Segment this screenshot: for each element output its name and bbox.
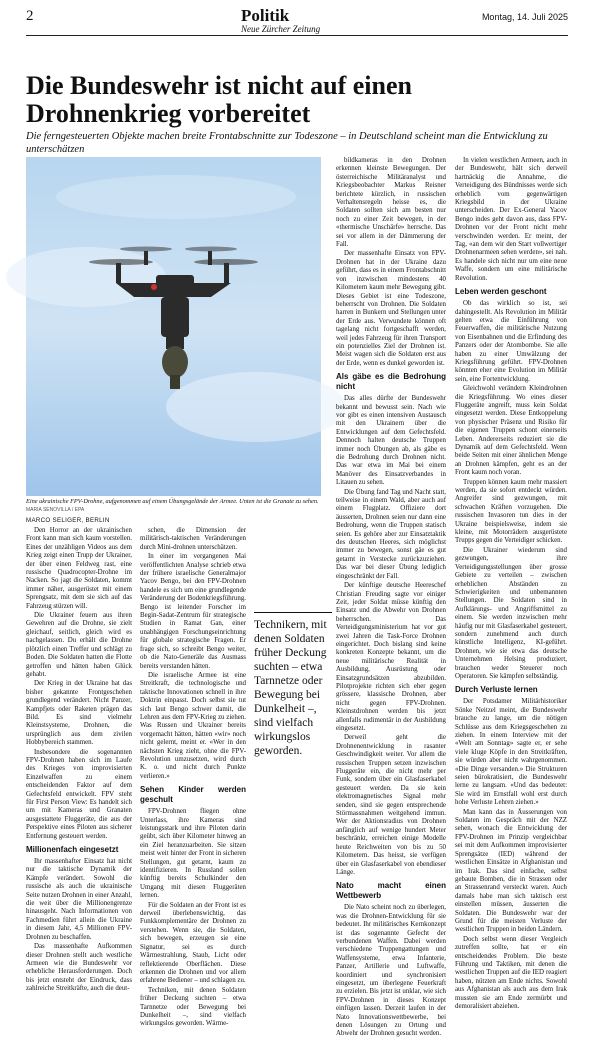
section-title: Politik bbox=[241, 6, 290, 25]
subheadline: Die ferngesteuerten Objekte machen breite Frontabschnitte zur Todeszone – in Deutschland scheint man die Entwicklung zu unterschätzen bbox=[26, 131, 548, 155]
drone-photo bbox=[26, 157, 321, 496]
paragraph: Gleichwohl verändern Kleindrohnen die Kriegsführung. Wo eines dieser Fluggeräte angreift, muss kein Soldat eingesetzt werden. Diese Entkoppelung von physischer Präsenz und Risiko für die eigenen Truppen schont einerseits Leben. Andererseits reduziert sie die Dynamik auf dem Gefechtsfeld. Wenn beide Seiten mit einer ähnlichen Menge an Drohnen kämpfen, geht es an der Front kaum noch voran. bbox=[455, 385, 567, 477]
paragraph: schen, die Dimension der militärisch-taktischen Veränderungen durch Mini-drohnen unterschätzen. bbox=[140, 527, 246, 551]
paragraph: Der Potsdamer Militärhistoriker Sönke Neitzel meint, die Bundeswehr brauche zu lange, um die nötigen Schlüsse aus dem Kriegsgeschehen zu ziehen. In einem Interview mit der «Welt am Sonntag» sagte er, er sehe viele kluge Köpfe in den Streitkräften, sie würden aber nicht wahrgenommen. «Die Dinge versanden.» Die Strukturen seien bürokratisiert, die Bundeswehr lerne zu langsam. «Und das bedeutet: Sie wird im Ernstfall wohl erst durch hohe Verluste Lehren ziehen.» bbox=[455, 698, 567, 807]
paragraph: Insbesondere die sogenannten FPV-Drohnen haben sich im Laufe des Krieges von improvisierten Einzelwaffen zu einem entscheidenden Faktor auf dem Gefechtsfeld entwickelt. FPV steht für First Person View: Es handelt sich um mit Kameras und Granaten ausgestattete Fluggeräte, die aus der Perspektive eines Piloten aus sicherer Entfernung gesteuert werden. bbox=[26, 748, 132, 840]
subsection-heading: Sehen Kinder werden geschult bbox=[140, 785, 246, 805]
paragraph: Der massenhafte Einsatz von FPV-Drohnen hat in der Ukraine dazu geführt, dass es in einem Frontabschnitt von inzwischen mindestens 40 Kilometern kaum mehr Bewegung gibt. Dieses Gebiet ist eine Todeszone, beherrscht von Drohnen. Die Soldaten harren in Bunkern und Stellungen unter der Erde aus. Verwundete können oft tagelang nicht fortgeschafft werden, weil jedes Fahrzeug für ihren Transport ein potenzielles Ziel der Drohnen ist. Meist wagen sich die Soldaten erst aus der Erde, wenn es dunkel geworden ist. bbox=[336, 250, 446, 367]
paragraph: Ihr massenhafter Einsatz hat nicht nur die taktische Dynamik der Kämpfe verändert. Sowohl die russische als auch die ukrainische Seite nutzen Drohnen in einer Anzahl, die weit über die Millionengrenze hinausgeht. Nach Informationen von Fachmedien führt allein die Ukraine in diesem Jahr, 4,5 Millionen FPV-Drohnen zu beschaffen. bbox=[26, 858, 132, 941]
paragraph: Der künftige deutsche Heereschef Christian Freuding sagte vor einiger Zeit, jeder Soldat müsse künftig den Einsatz und die Abwehr von Drohnen beherrschen. Das Verteidigungsministerium hat vor gut zwei Jahren die Task-Force Drohnen eingerichtet. Doch bislang sind keine konkreten Konzepte bekannt, um die neue militärische Realität in Ausbildung, Ausrüstung oder Einsatzgrundsätzen abzubilden. Pilotprojekte richten sich eher gegen grössere, klassische Drohnen, aber nicht gegen FPV-Drohnen. Kleinstdrohnen werden bis jetzt allenfalls rudimentär in der Ausbildung eingesetzt. bbox=[336, 582, 446, 732]
paragraph: Man kann das in Äusserungen von Soldaten im Gespräch mit der NZZ sehen, wonach die Entwicklung der FPV-Drohnen im Prinzip vergleichbar sei mit dem Aufkommen improvisierter Sprengsätze (IED) während der westlichen Einsätze in Afghanistan und im Irak. Das sind einfache, selbst gebaute Bomben, die in Strassen oder an Strassenrand versteckt waren. Auch damals habe man sich taktisch erst einstellen müssen, äusserten die Soldaten. Die Bundeswehr war der Grund für die meisten Verluste der westlichen Truppen in beiden Ländern. bbox=[455, 808, 567, 934]
paragraph: Truppen können kaum mehr massiert werden, da sie sofort entdeckt würden. Angreifer sind gezwungen, mit schwachen Kräften vorzugehen. Die russischen Invasoren tun dies in der Ukraine beispielsweise, indem sie kleine, mit Motorrädern ausgerüstete Trupps gegen die Verteidiger schicken. bbox=[455, 478, 567, 545]
paragraph: Die Ukrainer feuern aus ihren Gewehren auf die Drohne, sie zielt gleichauf, seitlich, gleich wird es nachgelassen. Du erhält die Drohne plötzlich einen Treffer und schlägt zu Boden. Die Soldaten hatten die Flotte getroffen und hätten haben Glück gehabt. bbox=[26, 612, 132, 678]
article-column-4 bbox=[455, 157, 567, 1010]
article-column-3 bbox=[336, 157, 446, 1038]
paragraph: Derweil geht die Drohnenentwicklung in rasanter Geschwindigkeit weiter. Vor allem die russischen Truppen setzen inzwischen Fluggeräte ein, die nicht mehr per Funk, sondern über ein Glasfaserkabel gesteuert werden. Da sie kein elektromagnetisches Signal mehr senden, sind sie gegen entsprechende Störmassnahmen weitgehend immun. Wer der Aktionsradius von Drohnen anfänglich auf wenige hundert Meter beschränkt, erreichen einige Modelle heute Reichweiten von bis zu 50 Kilometern. Das heisst, sie verfügen über ein Glasfaserkabel von ebendieser Länge. bbox=[336, 734, 446, 876]
issue-date: Montag, 14. Juli 2025 bbox=[481, 12, 568, 22]
photo-caption bbox=[26, 498, 329, 514]
paragraph: Die Ukrainer wiederum sind gezwungen, ihre Verteidigungsstellungen über grosse Gebiete zu verteilen – zwischen erheblichen Abständen zu Schwierigkeiten und unbemannten Stellungen. Die Soldaten sind in Aufklärungs- und Angriffsmittel zu einem. Sie werden inzwischen mehr häufig nur mit Glasfaserkabel gesteuert, sondern zunehmend auch durch künstliche Intelligenz, KI-geführt. Drohnen, wie sie etwa das deutsche Unternehmen Helsing produziert, brauchen weder Steuerer noch Operatoren. Sie kämpfen selbständig. bbox=[455, 546, 567, 680]
subsection-heading: Leben werden geschont bbox=[455, 287, 547, 297]
caption-text: Eine ukrainische FPV-Drohne, aufgenommen auf einem Übungsgelände der Armee. Unten ist die Granate zu sehen. bbox=[26, 498, 319, 505]
subsection-heading: Als gäbe es die Bedrohung nicht bbox=[336, 372, 446, 392]
paragraph: bildkameras in den Drohnen erkennen kleinste Bewegungen. Der österreichische Militäranalyst und Kriegsbeobachter Markus Reisner berichtete kürzlich, in russischen Verhaltensregeln heisse es, die Soldaten sollten sich am besten nur noch zu einer Zeit bewegen, in der «thermische Unschärfe» herrsche. Das sei vor allem in der Dämmerung der Fall. bbox=[336, 157, 446, 249]
paragraph: Doch selbst wenn dieser Vergleich zutreffen sollte, hat er ein entscheidendes Problem. Die beste Führung und Taktiken, mit denen die westlichen Truppen auf die IED reagiert haben, nützten am Ende nichts. Sowohl aus Afghanistan als auch aus dem Irak mussten sie am Ende zermürbt und demoralisiert abziehen. bbox=[455, 935, 567, 1010]
subsection-heading: Nato macht einen Wettbewerb bbox=[336, 881, 446, 901]
paragraph: Für die Soldaten an der Front ist es derweil überlebenswichtig, das Funkkomplementäre der Drohnen zu verstehen. Wenn sie, die Soldaten, sich bewegen, erzeugen sie eine Signatur, sei es durch Wärmestrahlung, Staub, Licht oder reflektierende Oberflächen. Diese erkennen die Drohnen und vor allem erfahrene Bediener – und schlagen zu. bbox=[140, 901, 246, 985]
paragraph: Ob das wirklich so ist, sei dahingestellt. Als Revolution im Militär gelten etwa die Einführung von Feuerwaffen, die militärische Nutzung von Eisenbahnen und die Erfindung des Panzers oder der Atombombe. Sie alle haben zu einer Umwälzung der Kriegsführung geführt. FPV-Drohnen könnten eher eine Evolution im Militär sein, eine Fortentwicklung. bbox=[455, 300, 567, 383]
paragraph: Das alles dürfte der Bundeswehr bekannt und bewusst sein. Nach wie vor gibt es einen intensiven Austausch mit den Ukrainern über die Entwicklungen auf dem Gefechtsfeld. Dennoch halten deutsche Truppen immer noch Übungen ab, als gäbe es die Bedrohung durch Drohnen nicht. Das war etwa im Mai bei einem Manöver des Einsatzverbandes in Litauen zu sehen. bbox=[336, 395, 446, 487]
drone-illustration bbox=[26, 157, 321, 496]
paragraph: Den Horror an der ukrainischen Front kann man sich kaum vorstellen. Eines der unzähligen Videos aus dem Krieg zeigt einen Trupp der Ukrainer, der über einen Feldweg rast, eine russische Quadrocopter-Drohne im Nacken. So jagt die Soldaten, kommt immer näher, ausgerüstet mit einem Sprengsatz, mit dem sie sich auf das Fahrzeug stürzen will. bbox=[26, 527, 132, 610]
page-header bbox=[26, 6, 568, 36]
page-number: 2 bbox=[26, 8, 34, 24]
headline: Die Bundeswehr ist nicht auf einen Drohnenkrieg vorbereitet bbox=[26, 71, 412, 128]
subsection-heading: Durch Verluste lernen bbox=[455, 685, 538, 695]
subsection-heading: Millionenfach eingesetzt bbox=[26, 845, 119, 855]
byline: MARCO SELIGER, BERLIN bbox=[26, 517, 110, 524]
paragraph: Die israelische Armee ist eine Streitkraft, die technologische und taktische Innovationen schnell in ihre Doktrin einpasst. Doch selbst sie tut sich laut Bengo schwer damit, die Lehren aus dem FPV-Krieg zu ziehen. Was Russen und Ukrainer bereits vorgemacht hätten, hätten «wir» noch nicht gelernt, meint er. «Wer in den nächsten Krieg zieht, ohne die FPV-Revolution umzusetzen, wird durch K. o. und nicht durch Punkte verlieren.» bbox=[140, 671, 246, 780]
paragraph: In vielen westlichen Armeen, auch in der Bundeswehr, hält sich derweil hartnäckig die Annahme, die Verteidigung des Bündnisses werde sich erheblich vom gegenwärtigen Kriegsbild in der Ukraine unterscheiden. Der Ex-General Yacov Bengo indes geht davon aus, dass FPV-Drohnen vor der Front nicht mehr verschwinden werden. Er meint, der Tag, «an dem wir den Start vollwertiger Drohnenarmeen sehen werden», sei nah. Es handele sich nicht nur um eine neue Waffe, sondern um eine militärische Revolution. bbox=[455, 157, 567, 282]
photo-credit: MARIA SENOVILLA / EPA bbox=[26, 507, 85, 513]
newspaper-name: Neue Zürcher Zeitung bbox=[241, 24, 321, 34]
paragraph: FPV-Drohnen fliegen ohne Unterlass, ihre Kameras sind leistungsstark und ihre Piloten darin geübt, sich über Kilometer hinweg an ein Ziel heranzuarbeiten. Sie sitzen meist weit hinter der Front in sicheren Stellungen, gut getarnt, kaum zu identifizieren. In Russland sollen künftig bereits Schulkinder den Umgang mit diesen Fluggeräten lernen. bbox=[140, 808, 246, 900]
paragraph: Die Übung fand Tag und Nacht statt, teilweise in einem Wald, aber auch auf einem Flugplatz. Offiziere dort äusserten, Drohnen seien nur dann eine Bedrohung, wenn die Truppen statisch seien. Es gehöre aber zur Einsatztaktik des deutschen Heeres, sich möglichst immer zu bewegen, sonst gäe es gut getarnt in Verstecke zurückzuziehen. Das war bei dieser Übung lediglich eingeschränkt der Fall. bbox=[336, 488, 446, 580]
paragraph: Techniken, mit denen Soldaten früher Deckung suchten – etwa Tarnnetze oder Bewegung bei Dunkelheit –, sind vielfach wirkungslos geworden. Wärme- bbox=[140, 986, 246, 1028]
article-column-1 bbox=[26, 527, 132, 993]
pull-quote: Technikern, mit denen Soldaten früher Deckung suchten – etwa Tarnnetze oder Bewegung bei Dunkelheit –, sind vielfach wirkungslos geworden. bbox=[254, 612, 332, 758]
paragraph: Das massenhafte Aufkommen dieser Drohnen stellt auch westliche Armeen wie die Bundeswehr vor erhebliche Herausforderungen. Doch bis jetzt entsteht der Eindruck, dass zahlreiche Streitkräfte, auch die deut- bbox=[26, 943, 132, 993]
article-column-2 bbox=[140, 527, 246, 1028]
paragraph: Die Nato scheint noch zu überlegen, was die Drohnen-Entwicklung für sie bedeutet. Ihr militärisches Kernkonzept ist das sogenannte Gefecht der verbundenen Waffen. Dabei werden verschiedene Truppengattungen und Waffensysteme, etwa Infanterie, Panzer, Artillerie und Luftwaffe, koordiniert und synchronisiert eingesetzt, um überlegene Feuerkraft zu erzielen. Bis jetzt ist unklar, wie sich FPV-Drohnen in dieses Konzept einfügen lassen. Derzeit laufen in der Nato Innovationswettbewerbe, bei denen Lösungen zu Ortung und Abwehr der Drohnen gesucht werden. bbox=[336, 904, 446, 1038]
paragraph: Der Krieg in der Ukraine hat das bisher gekannte Frontgeschehen grundlegend verändert. Nicht Panzer, Kampfjets oder Raketen prägen das Bild. Es sind vielmehr Kleinstsysteme, Drohnen, die ursprünglich aus dem zivilen Hobbybereich stammen. bbox=[26, 680, 132, 747]
paragraph: In einer im vergangenen Mai veröffentlichten Analyse schrieb etwa der frühere israelische Generalmajor Yacov Bengo, bei den FPV-Drohnen handele es sich um eine grundlegende Veränderung der Bodenkriegsführung. Bengo ist leitender Forscher im Begin-Sadat-Zentrum für strategische Studien in Ramat Gan, einer unabhängigen Forschungseinrichtung für globale strategische Fragen. Er frage sich, so schreibt Bengo weiter, ob die Nato-Generäle das Ausmass bereits verstanden hätten. bbox=[140, 553, 246, 670]
